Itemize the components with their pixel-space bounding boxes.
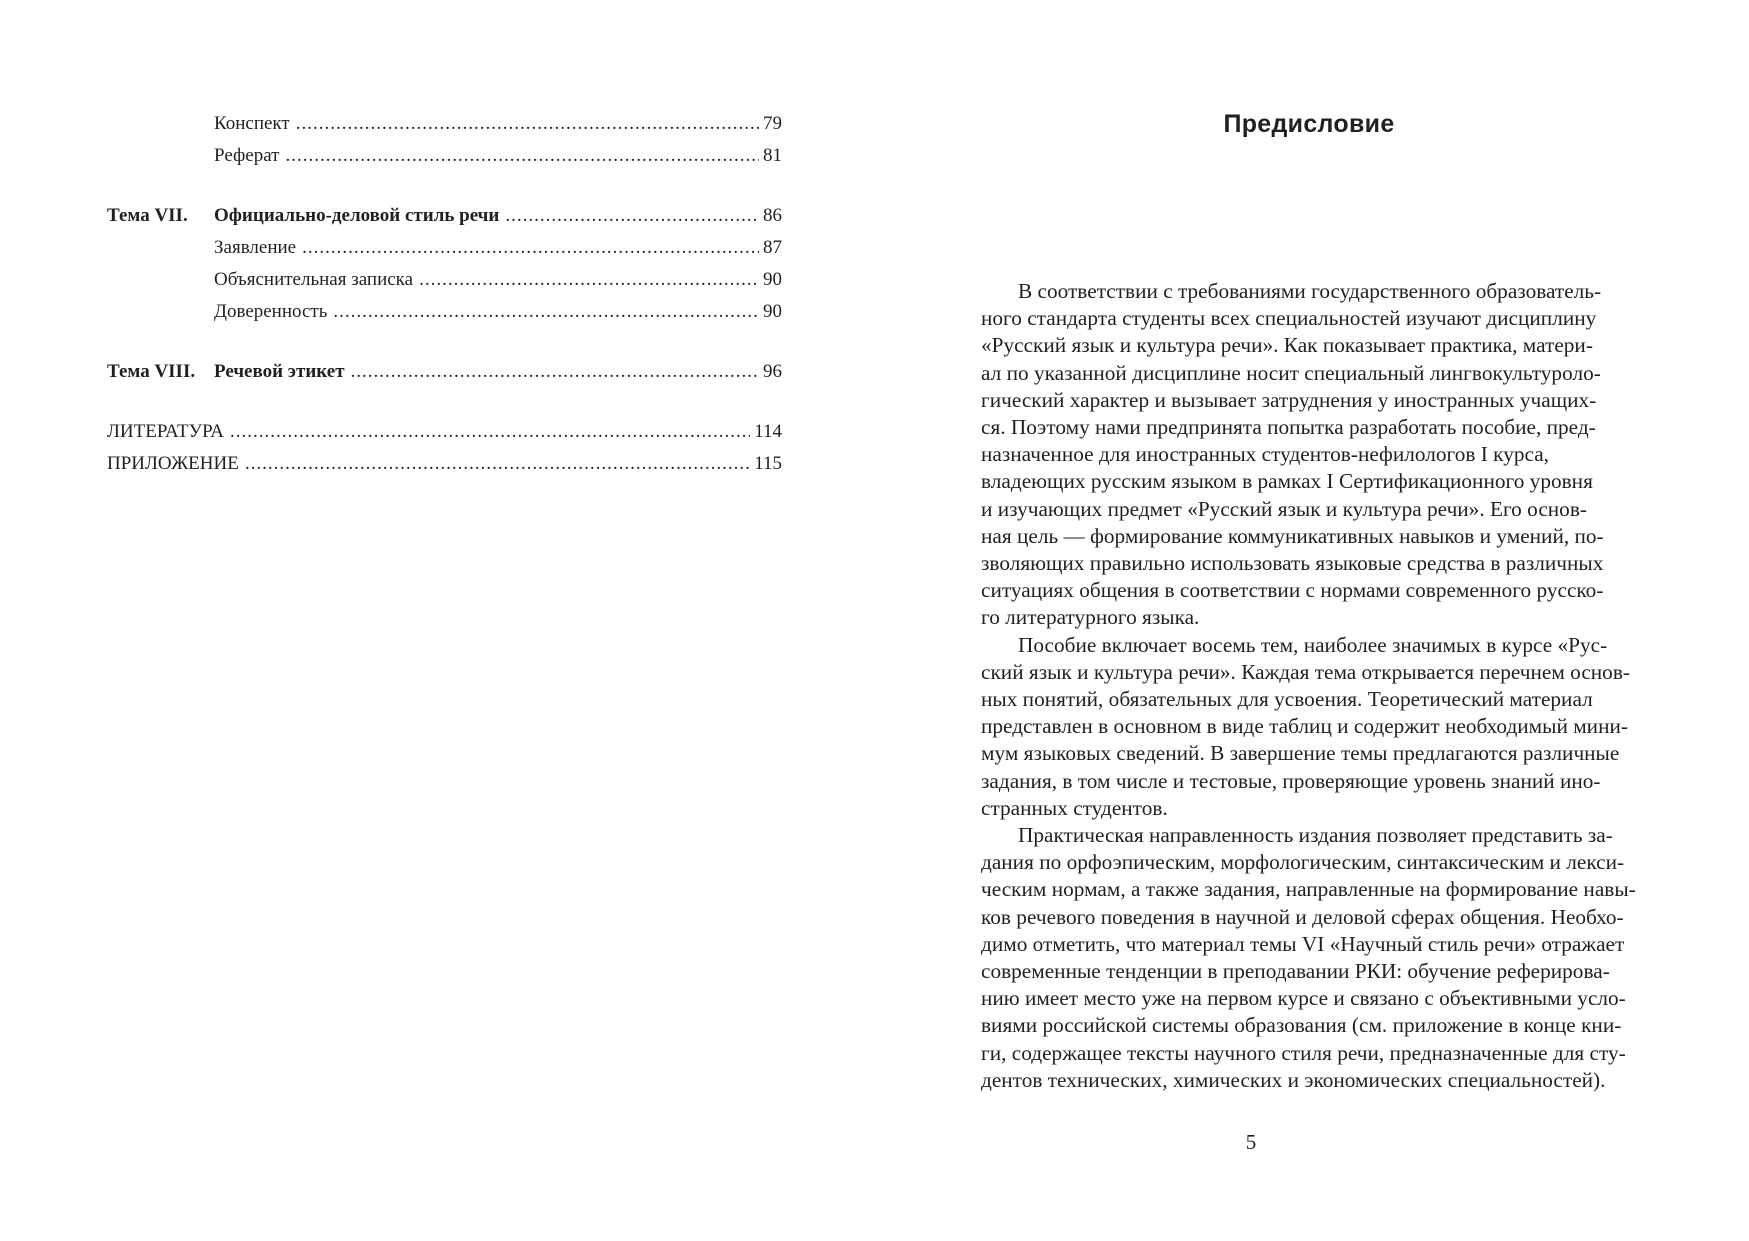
text-line: представлен в основном в виде таблиц и содержит необходимый мини- xyxy=(981,714,1628,739)
text-line: Пособие включает восемь тем, наиболее значимых в курсе «Рус- xyxy=(1018,632,1608,657)
text-line: виями российской системы образования (см. приложение в конце кни- xyxy=(981,1013,1622,1038)
text-line: зволяющих правильно использовать языковые средства в различных xyxy=(981,551,1604,576)
toc-entry-title: Конспект xyxy=(214,113,290,134)
toc-entry-konspekt[interactable] xyxy=(107,108,782,140)
toc-topic-number: Тема VIII. xyxy=(107,361,196,382)
page-number: 5 xyxy=(1245,1130,1257,1154)
toc-entry-page: 86 xyxy=(763,205,782,226)
text-line: мум языковых сведений. В завершение темы предлагаются различные xyxy=(981,741,1620,766)
text-line: задания, в том числе и тестовые, проверяющие уровень знаний ино- xyxy=(981,768,1601,793)
toc-entry-obyasnitelnaya[interactable] xyxy=(107,264,782,296)
text-line: современные тенденции в преподавании РКИ: обучение реферирова- xyxy=(981,959,1610,984)
preface-body xyxy=(981,278,1636,1094)
text-line: ного стандарта студенты всех специальностей изучают дисциплину xyxy=(981,306,1597,331)
text-line: владеющих русским языком в рамках I Сертификационного уровня xyxy=(981,469,1593,494)
text-line: назначенное для иностранных студентов-нефилологов I курса, xyxy=(981,442,1550,467)
toc-entry-title: Официально-деловой стиль речи xyxy=(214,205,500,226)
toc-entry-page: 79 xyxy=(763,113,782,134)
toc-entry-title: Речевой этикет xyxy=(214,361,345,382)
text-line: Практическая направленность издания позволяет представить за- xyxy=(1018,823,1613,848)
toc-entry-title: Заявление xyxy=(214,237,297,258)
toc-entry-doverennost[interactable] xyxy=(107,296,782,328)
toc-entry-title: Доверенность xyxy=(214,301,328,322)
text-line: ский язык и культура речи». Каждая тема открывается перечнем основ- xyxy=(981,659,1630,684)
toc-leader-dots xyxy=(230,416,750,448)
toc-entry-page: 90 xyxy=(763,269,782,290)
text-line: го литературного языка. xyxy=(981,605,1200,630)
text-line: ся. Поэтому нами предпринята попытка разработать пособие, пред- xyxy=(981,415,1596,440)
toc-leader-dots xyxy=(351,356,759,388)
toc-topic-number: Тема VII. xyxy=(107,205,188,226)
text-line: В соответствии с требованиями государственного образователь- xyxy=(1018,279,1602,303)
toc-leader-dots xyxy=(296,108,759,140)
toc-entry-page: 96 xyxy=(763,361,782,382)
toc-entry-title: Реферат xyxy=(214,145,280,166)
table-of-contents xyxy=(107,108,782,480)
text-line: ков речевого поведения в научной и деловой сферах общения. Необхо- xyxy=(981,904,1624,929)
preface-heading: Предисловие xyxy=(1223,110,1395,138)
text-line: ги, содержащее тексты научного стиля речи, предназначенные для сту- xyxy=(981,1040,1626,1065)
toc-entry-page: 115 xyxy=(754,453,782,474)
text-line: нию имеет место уже на первом курсе и связано с объективными усло- xyxy=(981,986,1626,1011)
text-line: ситуациях общения в соответствии с нормами современного русско- xyxy=(981,578,1604,603)
text-line: «Русский язык и культура речи». Как показывает практика, матери- xyxy=(981,333,1593,358)
text-line: дания по орфоэпическим, морфологическим, синтаксическим и лекси- xyxy=(981,850,1625,875)
text-line: гический характер и вызывает затруднения у иностранных учащих- xyxy=(981,387,1597,412)
toc-entry-title: Объяснительная записка xyxy=(214,269,414,290)
toc-leader-dots xyxy=(285,140,759,172)
toc-leader-dots xyxy=(245,448,750,480)
right-page xyxy=(874,0,1749,1241)
toc-entry-topic-8[interactable] xyxy=(107,356,782,388)
toc-leader-dots xyxy=(302,232,759,264)
text-line: странных студентов. xyxy=(981,795,1168,820)
text-line: дентов технических, химических и экономических специальностей). xyxy=(981,1067,1606,1092)
text-line: ческим нормам, а также задания, направленные на формирование навы- xyxy=(981,877,1636,902)
toc-entry-literatura[interactable] xyxy=(107,416,782,448)
toc-entry-page: 87 xyxy=(763,237,782,258)
text-line: ная цель — формирование коммуникативных навыков и умений, по- xyxy=(981,523,1604,548)
toc-leader-dots xyxy=(505,200,759,232)
toc-leader-dots xyxy=(333,296,759,328)
text-line: ал по указанной дисциплине носит специальный лингвокультуроло- xyxy=(981,360,1601,385)
text-line: ных понятий, обязательных для усвоения. Теоретический материал xyxy=(981,687,1593,712)
toc-entry-prilozhenie[interactable] xyxy=(107,448,782,480)
left-page xyxy=(0,0,874,1241)
text-line: и изучающих предмет «Русский язык и культура речи». Его основ- xyxy=(981,496,1587,521)
toc-entry-page: 90 xyxy=(763,301,782,322)
text-line: димо отметить, что материал темы VI «Научный стиль речи» отражает xyxy=(981,931,1625,956)
toc-entry-page: 81 xyxy=(763,145,782,166)
toc-leader-dots xyxy=(419,264,759,296)
toc-entry-title: ПРИЛОЖЕНИЕ xyxy=(107,453,239,474)
toc-entry-topic-7[interactable] xyxy=(107,200,782,232)
toc-entry-title: ЛИТЕРАТУРА xyxy=(107,421,224,442)
toc-entry-referat[interactable] xyxy=(107,140,782,172)
toc-entry-page: 114 xyxy=(754,421,782,442)
toc-entry-zayavlenie[interactable] xyxy=(107,232,782,264)
